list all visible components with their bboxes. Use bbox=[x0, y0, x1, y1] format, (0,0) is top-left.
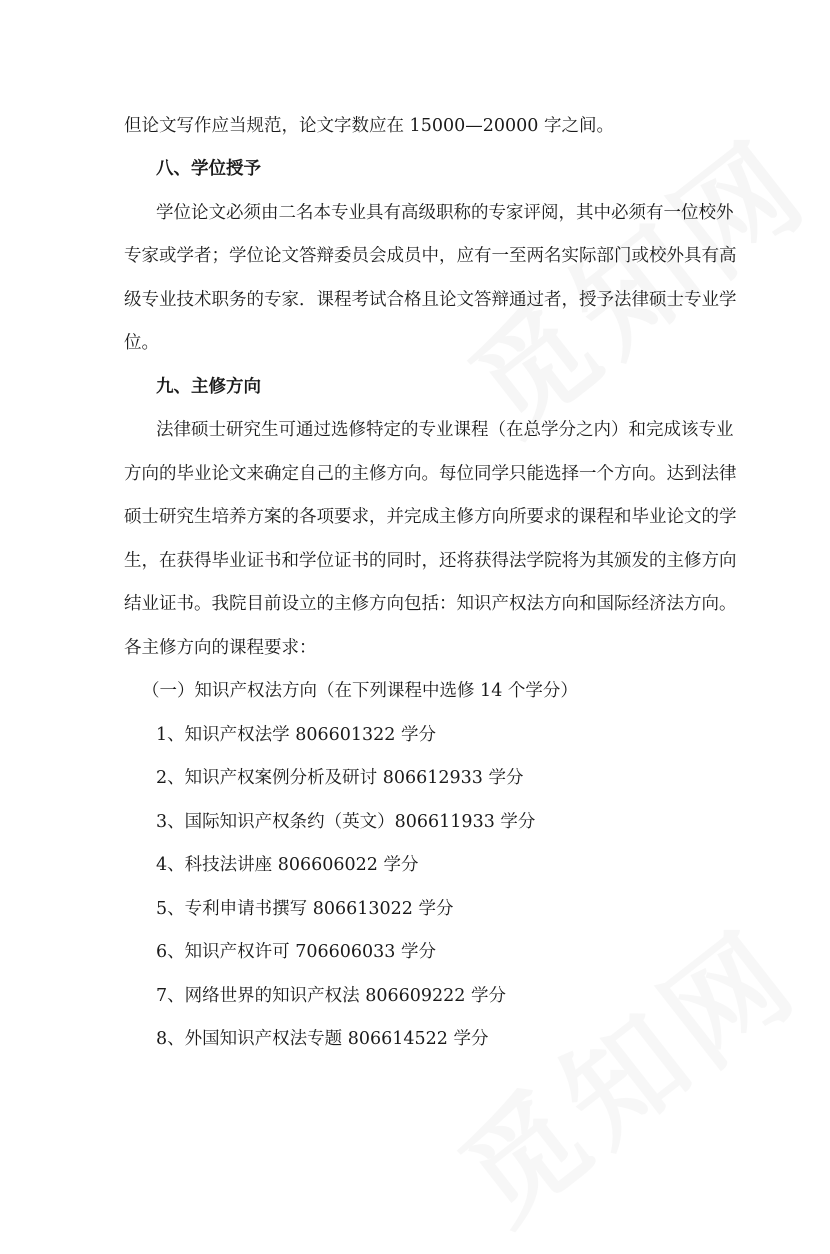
watermark bbox=[430, 94, 830, 464]
course-item: 7、网络世界的知识产权法 806609222 学分 bbox=[156, 986, 506, 1006]
text-line: 方向的毕业论文来确定自己的主修方向。每位同学只能选择一个方向。达到法律 bbox=[124, 464, 737, 484]
course-item: 6、知识产权许可 706606033 学分 bbox=[156, 942, 436, 962]
text-line: 法律硕士研究生可通过选修特定的专业课程（在总学分之内）和完成该专业 bbox=[156, 420, 734, 440]
text-line: 但论文写作应当规范，论文字数应在 15000—20000 字之间。 bbox=[124, 116, 614, 136]
subsection-title: （一）知识产权法方向（在下列课程中选修 14 个学分） bbox=[142, 681, 578, 701]
text-line: 学位论文必须由二名本专业具有高级职称的专家评阅，其中必须有一位校外 bbox=[156, 203, 734, 223]
course-item: 2、知识产权案例分析及研讨 806612933 学分 bbox=[156, 768, 524, 788]
heading-degree-award: 八、学位授予 bbox=[156, 159, 261, 179]
course-item: 8、外国知识产权法专题 806614522 学分 bbox=[156, 1029, 489, 1049]
text-line: 硕士研究生培养方案的各项要求，并完成主修方向所要求的课程和毕业论文的学 bbox=[124, 507, 737, 527]
text-line: 各主修方向的课程要求： bbox=[124, 638, 317, 658]
heading-major-direction: 九、主修方向 bbox=[156, 377, 261, 397]
course-item: 3、国际知识产权条约（英文）806611933 学分 bbox=[156, 812, 536, 832]
text-line: 结业证书。我院目前设立的主修方向包括：知识产权法方向和国际经济法方向。 bbox=[124, 594, 737, 614]
course-item: 1、知识产权法学 806601322 学分 bbox=[156, 725, 436, 745]
text-line: 位。 bbox=[124, 333, 159, 353]
course-item: 4、科技法讲座 806606022 学分 bbox=[156, 855, 419, 875]
text-line: 专家或学者；学位论文答辩委员会成员中，应有一至两名实际部门或校外具有高 bbox=[124, 246, 737, 266]
course-item: 5、专利申请书撰写 806613022 学分 bbox=[156, 899, 454, 919]
text-line: 级专业技术职务的专家．课程考试合格且论文答辩通过者，授予法律硕士专业学 bbox=[124, 290, 737, 310]
text-line: 生，在获得毕业证书和学位证书的同时，还将获得法学院将为其颁发的主修方向 bbox=[124, 551, 737, 571]
